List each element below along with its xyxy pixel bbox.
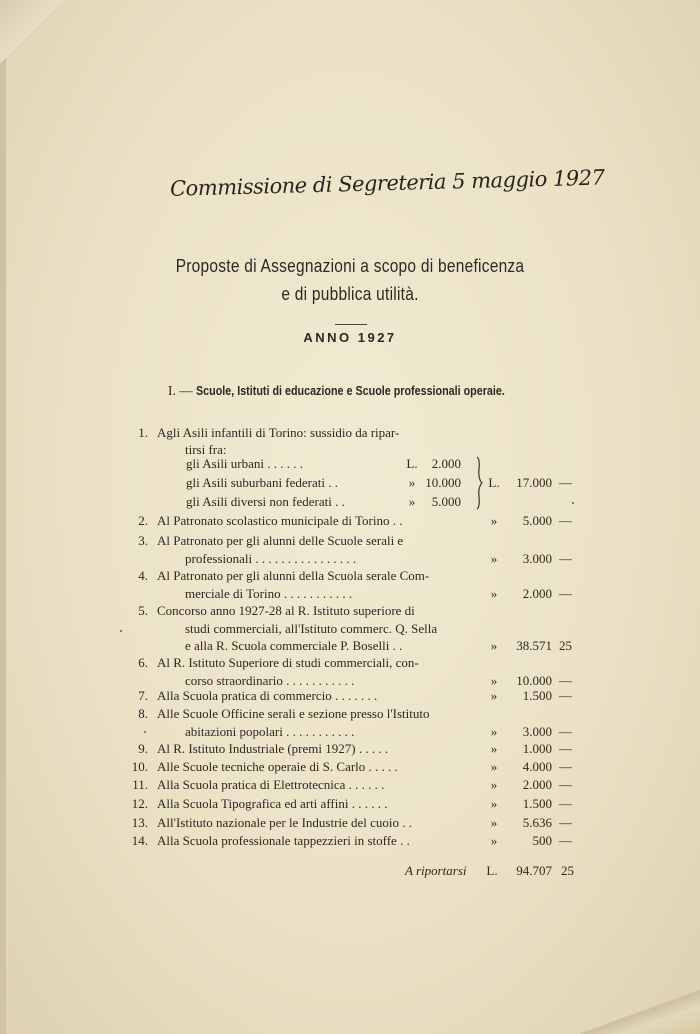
currency-symbol: »: [490, 777, 498, 792]
amount-cents: —: [559, 585, 572, 601]
total-amount: 94.707: [516, 863, 552, 878]
item-text-line: corso straordinario . . . . . . . . . . .: [185, 672, 355, 688]
amount-cents: —: [559, 796, 572, 811]
item-text-line: Alle Scuole tecniche operaie di S. Carlo . . . . .: [157, 759, 398, 774]
currency-symbol: »: [408, 475, 416, 490]
item-text-line: Al R. Istituto Industriale (premi 1927) . . . . .: [157, 741, 389, 756]
item-number: 1.: [138, 425, 148, 440]
currency-symbol: »: [490, 672, 498, 688]
item-number: 8.: [138, 706, 148, 721]
sub-amount-value: 5.000: [431, 494, 461, 509]
sub-item-label: gli Asili urbani . . . . . .: [186, 456, 303, 471]
currency-symbol: »: [490, 550, 498, 566]
item-number: 14.: [131, 833, 148, 848]
item-text-line: merciale di Torino . . . . . . . . . . .: [185, 585, 353, 601]
amount-cents: —: [559, 513, 572, 528]
currency-symbol: L.: [406, 456, 418, 471]
amount-cents: 25: [559, 638, 572, 653]
amount-cents: —: [559, 815, 572, 830]
amount-cents: —: [559, 688, 572, 703]
amount-cents: —: [559, 833, 572, 848]
amount-cents: —: [559, 741, 572, 756]
handwritten-note: Commissione di Segreteria 5 maggio 1927: [169, 165, 605, 201]
carry-forward-label: A riportarsi: [405, 863, 467, 878]
amount-value: 2.000: [522, 585, 552, 601]
currency-symbol: L.: [486, 863, 498, 878]
currency-symbol: »: [490, 815, 498, 830]
amount-cents: —: [559, 550, 572, 566]
item-number: 5.: [138, 603, 148, 618]
amount-value: 1.000: [522, 741, 552, 756]
amount-value: 5.636: [522, 815, 552, 830]
item-text-line: Alla Scuola pratica di Elettrotecnica . . . . . .: [157, 777, 385, 792]
amount-value: 17.000: [516, 475, 552, 490]
item-text-line: Alla Scuola professionale tappezzieri in stoffe . .: [157, 833, 410, 848]
amount-cents: —: [559, 723, 572, 739]
amount-value: 38.571: [516, 638, 552, 653]
year-heading: ANNO 1927: [303, 330, 397, 345]
item-number: 2.: [138, 513, 148, 528]
item-number: 9.: [138, 741, 148, 756]
item-number: 3.: [138, 533, 148, 548]
total-cents: 25: [561, 863, 574, 878]
title-line-2: e di pubblica utilità.: [281, 284, 419, 304]
item-text-line: All'Istituto nazionale per le Industrie del cuoio . .: [157, 815, 413, 830]
item-text-line: Al Patronato per gli alunni delle Scuole serali e: [157, 533, 404, 548]
currency-symbol: »: [490, 759, 498, 774]
currency-symbol: »: [490, 796, 498, 811]
item-text-line: Al Patronato per gli alunni della Scuola serale Com-: [157, 568, 430, 583]
amount-value: 500: [532, 833, 552, 848]
item-text-line: Agli Asili infantili di Torino: sussidio da ripar-: [157, 425, 400, 440]
item-text-line: Al Patronato scolastico municipale di Torino . .: [157, 513, 403, 528]
item-text-line: studi commerciali, all'Istituto commerc. Q. Sella: [185, 620, 438, 636]
item-text-line: abitazioni popolari . . . . . . . . . . .: [185, 723, 355, 739]
ink-speck: [572, 502, 574, 504]
currency-symbol: »: [490, 833, 498, 848]
sub-amount-value: 10.000: [425, 475, 461, 490]
item-text-line: tirsi fra:: [185, 442, 227, 457]
item-number: 10.: [131, 759, 148, 774]
section-label: Scuole, Istituti di educazione e Scuole professionali operaie.: [196, 384, 505, 398]
item-number: 7.: [138, 688, 148, 703]
sub-item-label: gli Asili suburbani federati . .: [186, 475, 339, 490]
currency-symbol: »: [490, 585, 498, 601]
currency-symbol: »: [490, 688, 498, 703]
item-number: 4.: [138, 568, 148, 583]
item-text-line: Alle Scuole Officine serali e sezione presso l'Istituto: [157, 706, 430, 721]
amount-cents: —: [559, 777, 572, 792]
amount-cents: —: [559, 672, 572, 688]
amount-value: 2.000: [522, 777, 552, 792]
amount-value: 1.500: [522, 796, 552, 811]
title-line-1: Proposte di Assegnazioni a scopo di beneficenza: [175, 256, 525, 276]
currency-symbol: L.: [488, 475, 500, 490]
currency-symbol: »: [408, 494, 416, 509]
item-number: 6.: [138, 655, 148, 670]
currency-symbol: »: [490, 741, 498, 756]
item-text-line: Concorso anno 1927-28 al R. Istituto superiore di: [157, 603, 415, 618]
amount-cents: —: [559, 759, 572, 774]
item-text-line: Alla Scuola pratica di commercio . . . . . . .: [157, 688, 378, 703]
amount-value: 5.000: [522, 513, 552, 528]
amount-value: 3.000: [522, 723, 552, 739]
item-number: 12.: [131, 796, 148, 811]
currency-symbol: »: [490, 723, 498, 739]
amount-cents: —: [559, 475, 572, 490]
amount-value: 1.500: [522, 688, 552, 703]
currency-symbol: »: [490, 638, 498, 653]
curly-brace: [474, 455, 484, 511]
item-number: 13.: [131, 815, 148, 830]
amount-value: 10.000: [516, 672, 552, 688]
sub-amount-value: 2.000: [431, 456, 461, 471]
item-text-line: Al R. Istituto Superiore di studi commerciali, con-: [157, 655, 419, 670]
item-number: 11.: [132, 777, 148, 792]
sub-item-label: gli Asili diversi non federati . .: [186, 494, 345, 509]
amount-value: 3.000: [522, 550, 552, 566]
currency-symbol: »: [490, 513, 498, 528]
item-text-line: Alla Scuola Tipografica ed arti affini . . . . . .: [157, 796, 388, 811]
item-text-line: professionali . . . . . . . . . . . . . . . .: [185, 550, 357, 566]
item-text-line: e alla R. Scuola commerciale P. Boselli . .: [185, 638, 403, 653]
amount-value: 4.000: [522, 759, 552, 774]
ink-speck: [120, 630, 122, 632]
section-numeral: I. —: [168, 383, 193, 398]
ink-speck: [144, 731, 146, 733]
